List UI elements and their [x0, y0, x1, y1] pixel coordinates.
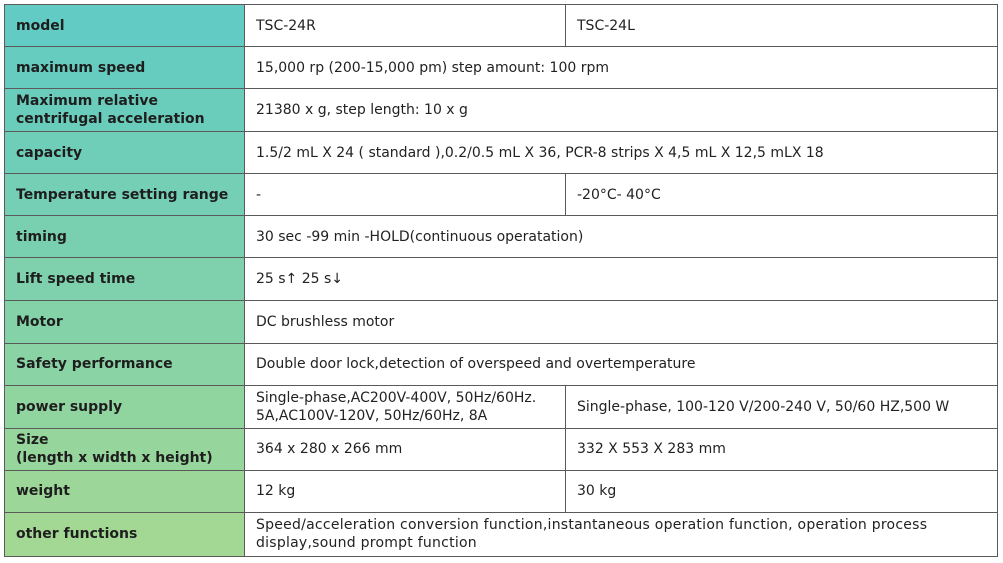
spec-row	[5, 512, 998, 556]
spec-value-24r: TSC-24R	[245, 5, 566, 47]
spec-value: Double door lock,detection of overspeed and overtemperature	[245, 343, 998, 385]
spec-value-24r: 12 kg	[245, 470, 566, 512]
spec-value-24l: 332 X 553 X 283 mm	[566, 428, 998, 470]
spec-table-body	[5, 5, 998, 557]
spec-value-24r: Single-phase,AC200V-400V, 50Hz/60Hz. 5A,AC100V-120V, 50Hz/60Hz, 8A	[245, 385, 566, 428]
spec-value: 25 s↑ 25 s↓	[245, 258, 998, 301]
spec-value: Speed/acceleration conversion function,instantaneous operation function, operation process display,sound prompt function	[245, 512, 998, 556]
spec-value-24r: 364 x 280 x 266 mm	[245, 428, 566, 470]
spec-value-24l: Single-phase, 100-120 V/200-240 V, 50/60 HZ,500 W	[566, 385, 998, 428]
spec-table	[4, 4, 998, 557]
spec-row	[5, 343, 998, 385]
spec-row	[5, 89, 998, 132]
spec-label: weight	[5, 470, 245, 512]
spec-label: other functions	[5, 512, 245, 556]
spec-label: Safety performance	[5, 343, 245, 385]
spec-value: DC brushless motor	[245, 301, 998, 343]
spec-label: model	[5, 5, 245, 47]
spec-value: 1.5/2 mL X 24 ( standard ),0.2/0.5 mL X 36, PCR-8 strips X 4,5 mL X 12,5 mLX 18	[245, 132, 998, 174]
spec-value-24l: -20°C- 40°C	[566, 174, 998, 216]
spec-row	[5, 132, 998, 174]
spec-value: 21380 x g, step length: 10 x g	[245, 89, 998, 132]
spec-value-24l: TSC-24L	[566, 5, 998, 47]
spec-label: maximum speed	[5, 47, 245, 89]
spec-row	[5, 258, 998, 301]
spec-value: 30 sec -99 min -HOLD(continuous operatation)	[245, 216, 998, 258]
spec-label: Temperature setting range	[5, 174, 245, 216]
spec-value-24r: -	[245, 174, 566, 216]
spec-label: Motor	[5, 301, 245, 343]
spec-label: Lift speed time	[5, 258, 245, 301]
spec-label: power supply	[5, 385, 245, 428]
spec-label: Maximum relative centrifugal acceleration	[5, 89, 245, 132]
spec-label: Size (length x width x height)	[5, 428, 245, 470]
spec-row	[5, 385, 998, 428]
spec-label: capacity	[5, 132, 245, 174]
spec-value-24l: 30 kg	[566, 470, 998, 512]
spec-row	[5, 174, 998, 216]
spec-value: 15,000 rp (200-15,000 pm) step amount: 100 rpm	[245, 47, 998, 89]
spec-label: timing	[5, 216, 245, 258]
spec-row	[5, 301, 998, 343]
spec-row	[5, 428, 998, 470]
spec-row	[5, 216, 998, 258]
spec-row	[5, 5, 998, 47]
spec-row	[5, 470, 998, 512]
spec-row	[5, 47, 998, 89]
